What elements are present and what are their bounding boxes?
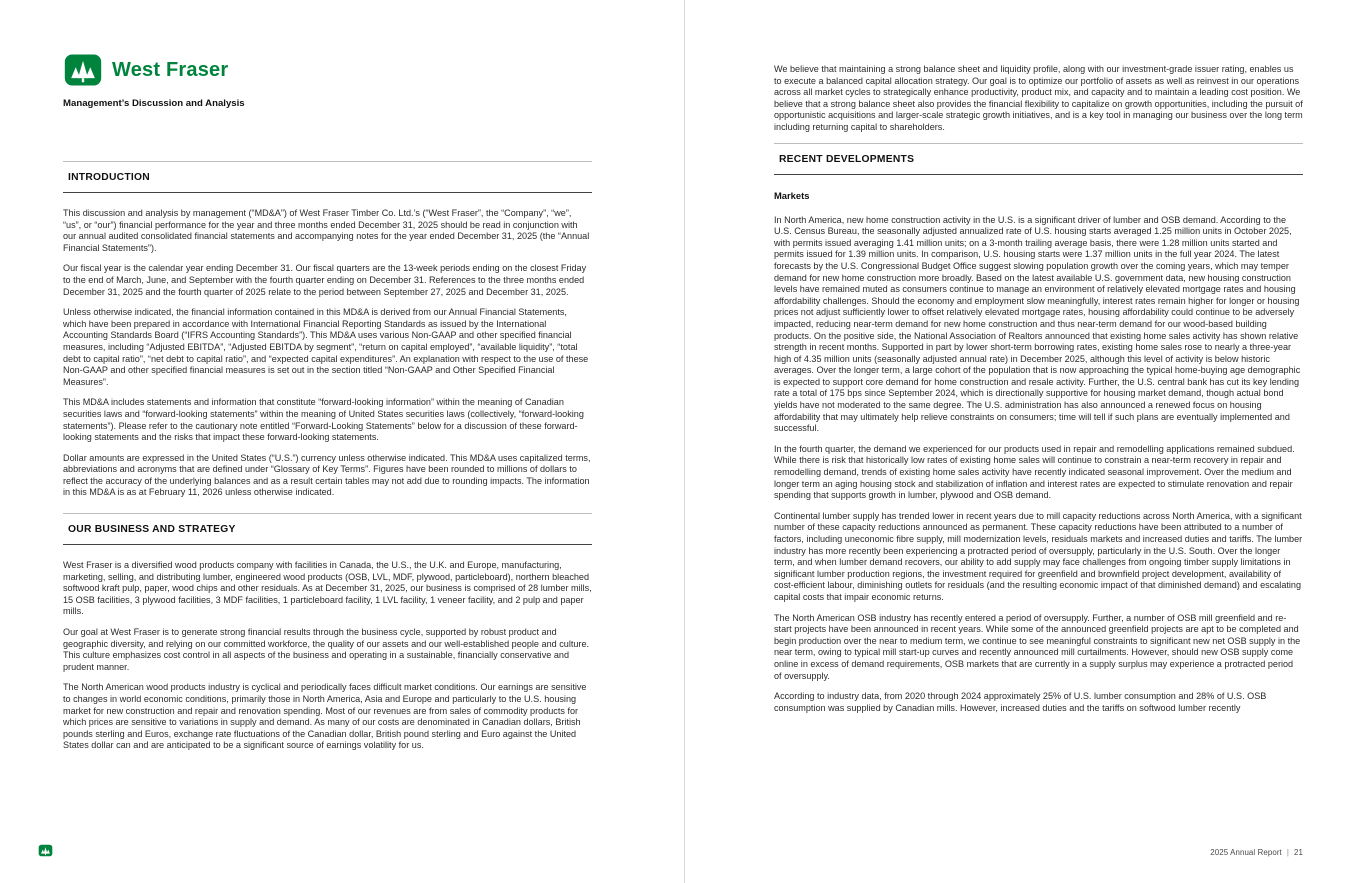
paragraph: We believe that maintaining a strong balance sheet and liquidity profile, along with our investment-grade issuer rating, enables us to execute a balanced capital allocation strategy. Our goal is to optimize our portfolio of assets as well as reinvest in our operations across all market cycles to strategically enhance productivity, product mix, and capacity and to maintain a leading cost position. We believe that a strong balance sheet also provides the financial flexibility to capitalize on growth opportunities, including the pursuit of opportunistic acquisitions and larger-scale strategic growth initiatives, and is a key tool in managing our business over the long term including returning capital to shareholders. xyxy=(774,64,1303,132)
paragraph: The North American wood products industry is cyclical and periodically faces difficult market conditions. Our earnings are sensitive to changes in world economic conditions, primarily those in North America, Asia and Europe and particularly to the U.S. housing market for new construction and repair and renovation spending. Most of our revenues are from sales of commodity products for which prices are sensitive to variations in supply and demand. As many of our costs are denominated in Canadian dollars, British pounds sterling and Euros, exchange rate fluctuations of the Canadian dollar, British pound sterling and Euro against the United States dollar can and are anticipated to be a significant source of earnings volatility for us. xyxy=(63,682,587,751)
section-heading: RECENT DEVELOPMENTS xyxy=(779,153,915,165)
section-heading: OUR BUSINESS AND STRATEGY xyxy=(68,524,236,536)
paragraph: Dollar amounts are expressed in the United States (“U.S.”) currency unless otherwise indicated. This MD&A uses capitalized terms, abbreviations and acronyms that are defined under “Glossary of Key Terms”. Figures have been rounded to millions of dollars to reflect the accuracy of the underlying balances and as a result certain tables may not add due to rounding impacts. The information in this MD&A is as at February 11, 2026 unless otherwise indicated. xyxy=(63,452,591,498)
paragraph: This discussion and analysis by management (“MD&A”) of West Fraser Timber Co. Ltd.’s (“West Fraser”, the “Company”, “we”, “us”, or “our”) financial performance for the year and three months ended December 31, 2025 should be read in conjunction with our annual audited consolidated financial statements and accompanying notes for the year ended December 31, 2025 (the “Annual Financial Statements”). xyxy=(63,208,590,253)
section-heading-block-recent-developments xyxy=(774,143,1303,175)
footer-separator: | xyxy=(1286,848,1290,857)
right-column xyxy=(774,64,1303,723)
paragraph: Our goal at West Fraser is to generate strong financial results through the business cycle, supported by robust product and geographic diversity, and relying on our committed workforce, the quality of our assets and our well-established people and culture. This culture emphasizes cost control in all aspects of the business and operating in a sustainable, financially conservative and prudent manner. xyxy=(63,627,590,672)
footer-logo-icon xyxy=(38,843,53,863)
paragraph: In the fourth quarter, the demand we experienced for our products used in repair and remodelling applications remained subdued. While there is risk that historically low rates of existing home sales will continue to constrain a near-term recovery in repair and remodelling demand, trends of existing home sales activity have recently indicated seasonal improvement. Over the medium and longer term an aging housing stock and stabilization of inflation and interest rates are expected to stimulate renovation and repair spending that supports growth in lumber, plywood and OSB demand. xyxy=(774,443,1295,501)
section-heading-block-introduction xyxy=(63,161,592,193)
section-heading: INTRODUCTION xyxy=(68,172,150,183)
paragraph: In North America, new home construction activity in the U.S. is a significant driver of lumber and OSB demand. According to the U.S. Census Bureau, the seasonally adjusted annualized rate of U.S. housing starts averaged 1.25 million units in October 2025, with permits issued averaging 1.41 million units; on a 3-month trailing average basis, there were 1.28 million units started and permits issued for 1.39 million units. In comparison, U.S. housing starts were 1.37 million units in the full year 2024. The latest forecasts by the U.S. Congressional Budget Office suggest slowing population growth over the coming years, which may temper demand for new home construction more broadly. Based on the latest available U.S. government data, new housing construction levels have remained muted as consumers continue to manage an environment of relatively elevated mortgage rates and housing affordability challenges. Should the economy and employment slow meaningfully, interest rates remain higher for longer or housing prices not adjust sufficiently lower to offset relatively elevated mortgage rates, housing affordability could continue to be adversely impacted, reducing near-term demand for new home construction and thus near-term demand for our wood-based building products. On the positive side, the National Association of Realtors announced that existing home sales activity has shown relative strength in recent months. Supported in part by lower short-term borrowing rates, existing home sales rose to nearly a three-year high of 4.35 million units (seasonally adjusted annual rate) in December 2025, although this level of activity is below historic averages. Over the longer term, a large cohort of the population that is now approaching the typical home-buying age demographic is expected to support core demand for home construction and resale activity. Further, the U.S. central bank has cut its key lending rate a total of 175 bps since September 2024, which is directionally supportive for housing market demand, though actual bond yields have not moderated to the same degree. The U.S. administration has also announced a renewed focus on housing affordability that may ultimately help relieve constraints on consumers; time will tell if such plans are eventually implemented and successful. xyxy=(774,214,1301,434)
paragraph: Continental lumber supply has trended lower in recent years due to mill capacity reductions across North America, with a significant number of these capacity reductions announced as permanent. These capacity reductions have been attributed to a number of factors, including uneconomic fibre supply, mill modernization levels, residuals markets and increased duties and tariffs. The lumber industry has more recently been experiencing a protracted period of oversupply, particularly in the U.S. South. Over the longer term, and when lumber demand recovers, our ability to add supply may face challenges from ongoing timber supply limitations in significant lumber production regions, the investment required for greenfield and brownfield project development, availability of cost-efficient labour, diminishing outlets for residuals (and the resulting economic impact of that diminished demand) and escalating capital costs that impair economic returns. xyxy=(774,510,1303,602)
paragraph: West Fraser is a diversified wood products company with facilities in Canada, the U.S., the U.K. and Europe, manufacturing, marketing, selling, and distributing lumber, engineered wood products (OSB, LVL, MDF, plywood, particleboard), northern bleached softwood kraft pulp, paper, wood chips and other residuals. As at December 31, 2025, our business is comprised of 28 lumber mills, 15 OSB facilities, 3 plywood facilities, 3 MDF facilities, 1 particleboard facility, 1 LVL facility, 1 veneer facility, and 2 pulp and paper mills. xyxy=(63,560,592,617)
footer-page-number: 21 xyxy=(1294,848,1303,857)
west-fraser-wordmark: West Fraser xyxy=(112,58,229,81)
left-column xyxy=(63,50,592,761)
section-heading-block-business-strategy xyxy=(63,513,592,545)
paragraph: According to industry data, from 2020 through 2024 approximately 25% of U.S. lumber consumption and 28% of U.S. OSB consumption was supplied by Canadian mills. However, increased duties and the tariffs on softwood lumber recently xyxy=(774,691,1267,713)
paragraph: The North American OSB industry has recently entered a period of oversupply. Further, a number of OSB mill greenfield and re-start projects have been announced in recent years. While some of the announced greenfield projects are apt to be completed and begin production over the near to medium term, we continue to see meaningful constraints to significant new net OSB supply in the near term, owing to typical mill start-up curves and recently announced mill curtailments. However, should new OSB supply come online in excess of demand requirements, OSB markets that are currently in a supply surplus may experience a protracted period of oversupply. xyxy=(774,612,1301,681)
subsection-heading-markets: Markets xyxy=(774,189,810,201)
west-fraser-logo-icon xyxy=(63,50,103,90)
west-fraser-logo xyxy=(63,50,592,90)
column-divider xyxy=(684,0,685,883)
document-subtitle: Management’s Discussion and Analysis xyxy=(63,98,245,109)
footer-report-label: 2025 Annual Report xyxy=(1210,848,1282,857)
paragraph: This MD&A includes statements and information that constitute “forward-looking information” within the meaning of Canadian securities laws and “forward-looking statements” within the meaning of United States securities laws (collectively, “forward-looking statements”). Please refer to the cautionary note entitled “Forward-Looking Statements” below for a discussion of these forward-looking statements and the risks that impact these forward-looking statements. xyxy=(63,397,584,443)
page-footer xyxy=(1210,848,1303,857)
paragraph: Unless otherwise indicated, the financial information contained in this MD&A is derived from our Annual Financial Statements, which have been prepared in accordance with International Financial Reporting Standards as issued by the International Accounting Standards Board (“IFRS Accounting Standards”). This MD&A uses various Non-GAAP and other specified financial measures, including “Adjusted EBITDA”, “Adjusted EBITDA by segment”, “return on capital employed”, “available liquidity”, “total debt to capital ratio”, “net debt to capital ratio”, and “expected capital expenditures”. An explanation with respect to the use of these Non-GAAP and other specified financial measures is set out in the section titled “Non-GAAP and Other Specified Financial Measures”. xyxy=(63,307,589,387)
paragraph: Our fiscal year is the calendar year ending December 31. Our fiscal quarters are the 13-week periods ending on the closest Friday to the end of March, June, and September with the fourth quarter ending on December 31. References to the three months ended December 31, 2025 and the fourth quarter of 2025 relate to the period between September 27, 2025 and December 31, 2025. xyxy=(63,263,587,297)
